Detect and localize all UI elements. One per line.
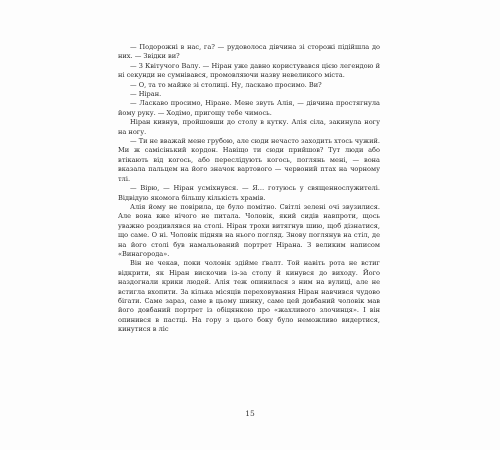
paragraph: Алія йому не повірила, це було помітно. Світлі зелені очі звузилися. Але вона вже нічого не питала. Чоловік, який сидів навпроти, щось уважно роздивлявся на столі. Ніран трохи витягнув шию, щоб дізнатися, що саме. О ні. Чоловік підняв на нього погляд. Знову поглянув на стіл, де на його столі був намальований портрет Нірана. З великим написом «Винагорода».	[118, 202, 380, 258]
paragraph: — З Квітучого Валу. — Ніран уже давно користувався цією легендою й ні секунди не сумнівався, промовляючи назву невеликого міста.	[118, 61, 380, 80]
paragraph: — Подорожні в нас, га? — рудоволоса дівчина зі сторожі підійшла до них. — Звідки ви?	[118, 43, 380, 61]
paragraph: — Ніран.	[130, 90, 162, 99]
paragraph: — О, та то майже зі столиці. Ну, ласкаво просимо. Ви?	[130, 80, 322, 89]
paragraph: Ніран кивнув, пройшовши до столу в кутку. Алія сіла, закинула ногу на ногу.	[118, 118, 380, 136]
paragraph: — Ти не вважай мене грубою, але сюди нечасто заходить хтось чужий. Ми ж самісінький кордон. Навіщо ти сюди прийшов? Тут люди або втікають від когось, або переслідують когось, поглянь мені, — вона вказала пальцем на його значок вартового — червоний птах на чорному тлі.	[118, 137, 380, 183]
paragraph: Він не чекав, поки чоловік здійме ґвалт. Той навіть рота не встиг відкрити, як Ніран вискочив із-за столу й кинувся до виходу. Його наздогнали крики людей. Алія теж опинилася з ним на вулиці, але не встигла вхопити. За кілька місяців переховування Ніран навчився чудово бігати. Саме зараз, саме в цьому шинку, саме цей довбаний чоловік мав його довбаний портрет із обіцянкою про «жахливого злочинця». І він опинився в пастці. На гору з цього боку було неможливо видертися, кинутися в ліс	[118, 259, 380, 334]
page-number: 15	[245, 409, 255, 418]
paragraph: — Ласкаво просимо, Ніране. Мене звуть Алія, — дівчина простягнула йому руку. — Ходімо, пригощу тебе чимось.	[118, 99, 380, 117]
page-body-text	[118, 43, 380, 335]
paragraph: — Вірю, — Ніран усміхнувся. — Я… готуюсь у священнослужителі. Відвідую якомога більшу кількість храмів.	[118, 184, 380, 202]
